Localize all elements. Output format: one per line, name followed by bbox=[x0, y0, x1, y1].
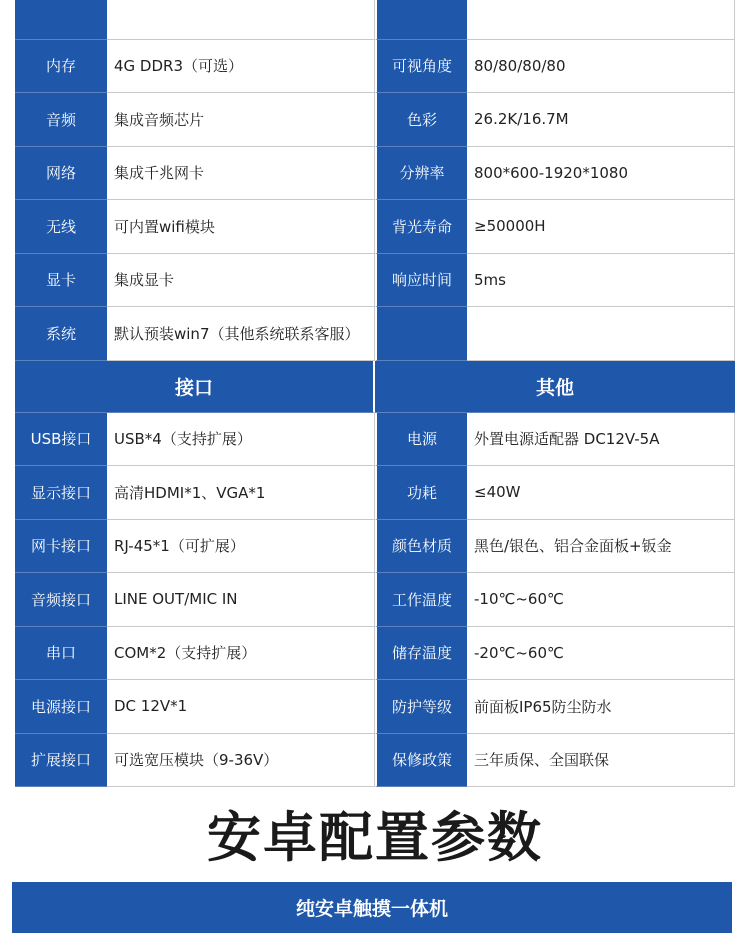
table-row bbox=[15, 147, 735, 201]
value-cell bbox=[467, 0, 735, 40]
table-row bbox=[15, 627, 735, 681]
value-cell: 三年质保、全国联保 bbox=[467, 734, 735, 788]
label-cell: 内存 bbox=[15, 40, 107, 94]
label-cell: USB接口 bbox=[15, 413, 107, 467]
value-cell: 5ms bbox=[467, 254, 735, 308]
table-row bbox=[15, 734, 735, 788]
value-cell: 外置电源适配器 DC12V-5A bbox=[467, 413, 735, 467]
spec-table bbox=[15, 0, 735, 787]
label-cell: 色彩 bbox=[375, 93, 467, 147]
label-cell: 电源接口 bbox=[15, 680, 107, 734]
label-cell: 防护等级 bbox=[375, 680, 467, 734]
table-row bbox=[15, 93, 735, 147]
value-cell: USB*4（支持扩展） bbox=[107, 413, 375, 467]
table-row bbox=[15, 680, 735, 734]
label-cell: 背光寿命 bbox=[375, 200, 467, 254]
table-row bbox=[15, 520, 735, 574]
value-cell: ≤40W bbox=[467, 466, 735, 520]
label-cell: 储存温度 bbox=[375, 627, 467, 681]
label-cell: 系统 bbox=[15, 307, 107, 361]
section-others-header: 其他 bbox=[375, 361, 735, 413]
value-cell: -10℃~60℃ bbox=[467, 573, 735, 627]
value-cell: 前面板IP65防尘防水 bbox=[467, 680, 735, 734]
label-cell: 网络 bbox=[15, 147, 107, 201]
label-cell: 功耗 bbox=[375, 466, 467, 520]
value-cell: 26.2K/16.7M bbox=[467, 93, 735, 147]
value-cell: DC 12V*1 bbox=[107, 680, 375, 734]
value-cell: 集成音频芯片 bbox=[107, 93, 375, 147]
label-cell: 显卡 bbox=[15, 254, 107, 308]
label-cell bbox=[375, 307, 467, 361]
label-cell: 保修政策 bbox=[375, 734, 467, 788]
label-cell: 无线 bbox=[15, 200, 107, 254]
table-row bbox=[15, 573, 735, 627]
label-cell: 颜色材质 bbox=[375, 520, 467, 574]
value-cell: COM*2（支持扩展） bbox=[107, 627, 375, 681]
label-cell bbox=[15, 0, 107, 40]
table-row bbox=[15, 307, 735, 361]
value-cell: -20℃~60℃ bbox=[467, 627, 735, 681]
table-row bbox=[15, 254, 735, 308]
label-cell: 网卡接口 bbox=[15, 520, 107, 574]
android-config-title: 安卓配置参数 bbox=[207, 806, 543, 869]
label-cell: 音频 bbox=[15, 93, 107, 147]
table-row bbox=[15, 200, 735, 254]
value-cell: 黑色/银色、铝合金面板+钣金 bbox=[467, 520, 735, 574]
value-cell: 高清HDMI*1、VGA*1 bbox=[107, 466, 375, 520]
label-cell: 扩展接口 bbox=[15, 734, 107, 788]
label-cell bbox=[375, 0, 467, 40]
label-cell: 串口 bbox=[15, 627, 107, 681]
rows-bottom bbox=[15, 413, 735, 788]
value-cell: 80/80/80/80 bbox=[467, 40, 735, 94]
table-row bbox=[15, 466, 735, 520]
value-cell: LINE OUT/MIC IN bbox=[107, 573, 375, 627]
label-cell: 显示接口 bbox=[15, 466, 107, 520]
value-cell: 可选宽压模块（9-36V） bbox=[107, 734, 375, 788]
label-cell: 响应时间 bbox=[375, 254, 467, 308]
label-cell: 电源 bbox=[375, 413, 467, 467]
value-cell bbox=[107, 0, 375, 40]
value-cell bbox=[467, 307, 735, 361]
section-header-row bbox=[15, 361, 735, 413]
value-cell: 4G DDR3（可选） bbox=[107, 40, 375, 94]
section-interfaces-header: 接口 bbox=[15, 361, 375, 413]
value-cell: 集成千兆网卡 bbox=[107, 147, 375, 201]
value-cell: 默认预装win7（其他系统联系客服） bbox=[107, 307, 375, 361]
label-cell: 音频接口 bbox=[15, 573, 107, 627]
value-cell: RJ-45*1（可扩展） bbox=[107, 520, 375, 574]
label-cell: 分辨率 bbox=[375, 147, 467, 201]
value-cell: 集成显卡 bbox=[107, 254, 375, 308]
table-row bbox=[15, 413, 735, 467]
value-cell: ≥50000H bbox=[467, 200, 735, 254]
table-row bbox=[15, 0, 735, 40]
android-header-bar: 纯安卓触摸一体机 bbox=[12, 882, 732, 933]
value-cell: 800*600-1920*1080 bbox=[467, 147, 735, 201]
label-cell: 工作温度 bbox=[375, 573, 467, 627]
value-cell: 可内置wifi模块 bbox=[107, 200, 375, 254]
label-cell: 可视角度 bbox=[375, 40, 467, 94]
table-row bbox=[15, 40, 735, 94]
rows-top bbox=[15, 0, 735, 361]
